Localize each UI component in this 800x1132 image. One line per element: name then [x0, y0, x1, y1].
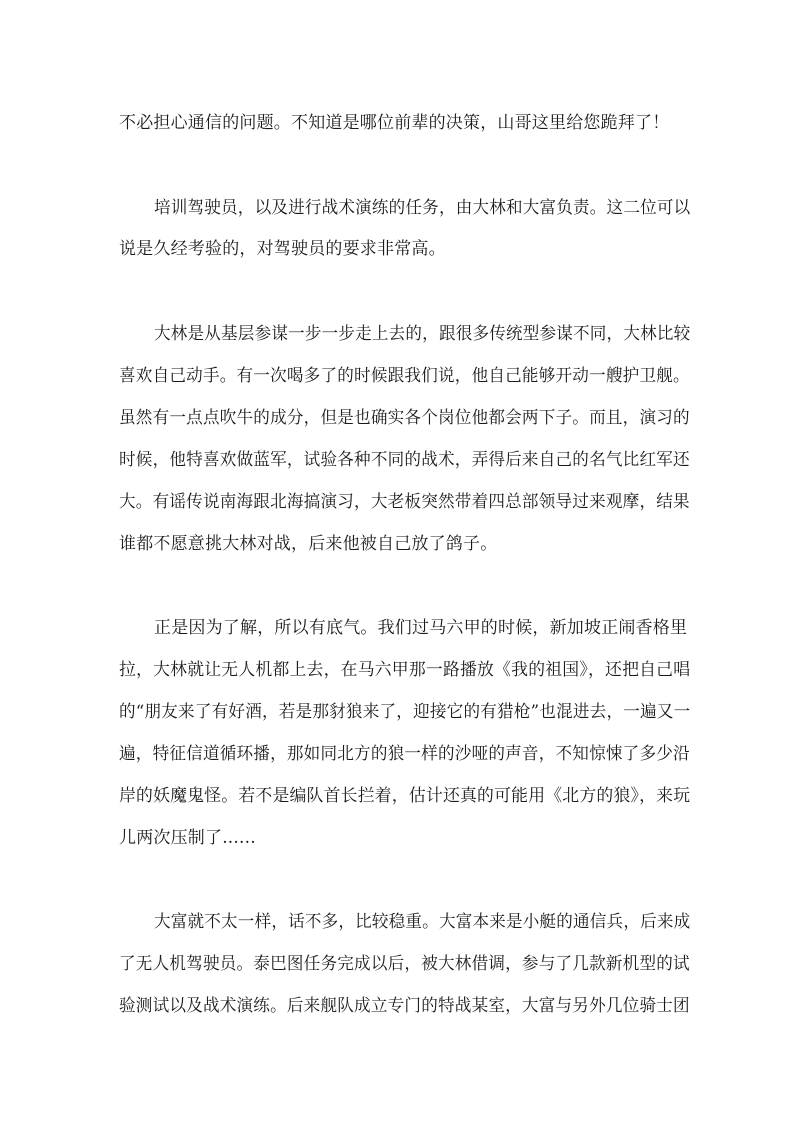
- paragraph-3-line-4: 时候，他特喜欢做蓝军，试验各种不同的战术，弄得后来自己的名气比红军还: [119, 450, 690, 470]
- paragraph-5-line-1: 大富就不太一样，话不多，比较稳重。大富本来是小艇的通信兵，后来成: [154, 912, 691, 932]
- paragraph-2-line-1: 培训驾驶员，以及进行战术演练的任务，由大林和大富负责。这二位可以: [154, 198, 691, 218]
- paragraph-4-line-3: 的“朋友来了有好酒，若是那豺狼来了，迎接它的有猎枪”也混进去，一遍又一: [119, 702, 691, 722]
- paragraph-3-line-2: 喜欢自己动手。有一次喝多了的时候跟我们说，他自己能够开动一艘护卫舰。: [119, 366, 690, 386]
- paragraph-3-line-6: 谁都不愿意挑大林对战，后来他被自己放了鸽子。: [119, 534, 498, 554]
- paragraph-3-line-3: 虽然有一点点吹牛的成分，但是也确实各个岗位他都会两下子。而且，演习的: [119, 408, 690, 428]
- paragraph-4-line-4: 遍，特征信道循环播，那如同北方的狼一样的沙哑的声音，不知惊悚了多少沿: [119, 744, 690, 764]
- paragraph-4-line-6: 儿两次压制了......: [119, 828, 256, 848]
- paragraph-5-line-3: 验测试以及战术演练。后来舰队成立专门的特战某室，大富与另外几位骑士团: [119, 996, 690, 1016]
- paragraph-3-line-5: 大。有谣传说南海跟北海搞演习，大老板突然带着四总部领导过来观摩，结果: [119, 492, 690, 512]
- paragraph-3-line-1: 大林是从基层参谋一步一步走上去的，跟很多传统型参谋不同，大林比较: [154, 324, 691, 344]
- paragraph-5-line-2: 了无人机驾驶员。泰巴图任务完成以后，被大林借调，参与了几款新机型的试: [119, 954, 690, 974]
- paragraph-4-line-2: 拉，大林就让无人机都上去，在马六甲那一路播放《我的祖国》，还把自己唱: [119, 660, 691, 680]
- paragraph-4-line-1: 正是因为了解，所以有底气。我们过马六甲的时候，新加坡正闹香格里: [154, 618, 688, 638]
- paragraph-1-line-1: 不必担心通信的问题。不知道是哪位前辈的决策，山哥这里给您跪拜了！: [119, 113, 670, 133]
- paragraph-4-line-5: 岸的妖魔鬼怪。若不是编队首长拦着，估计还真的可能用《北方的狼》，来玩: [119, 786, 691, 806]
- paragraph-2-line-2: 说是久经考验的，对驾驶员的要求非常高。: [119, 239, 446, 259]
